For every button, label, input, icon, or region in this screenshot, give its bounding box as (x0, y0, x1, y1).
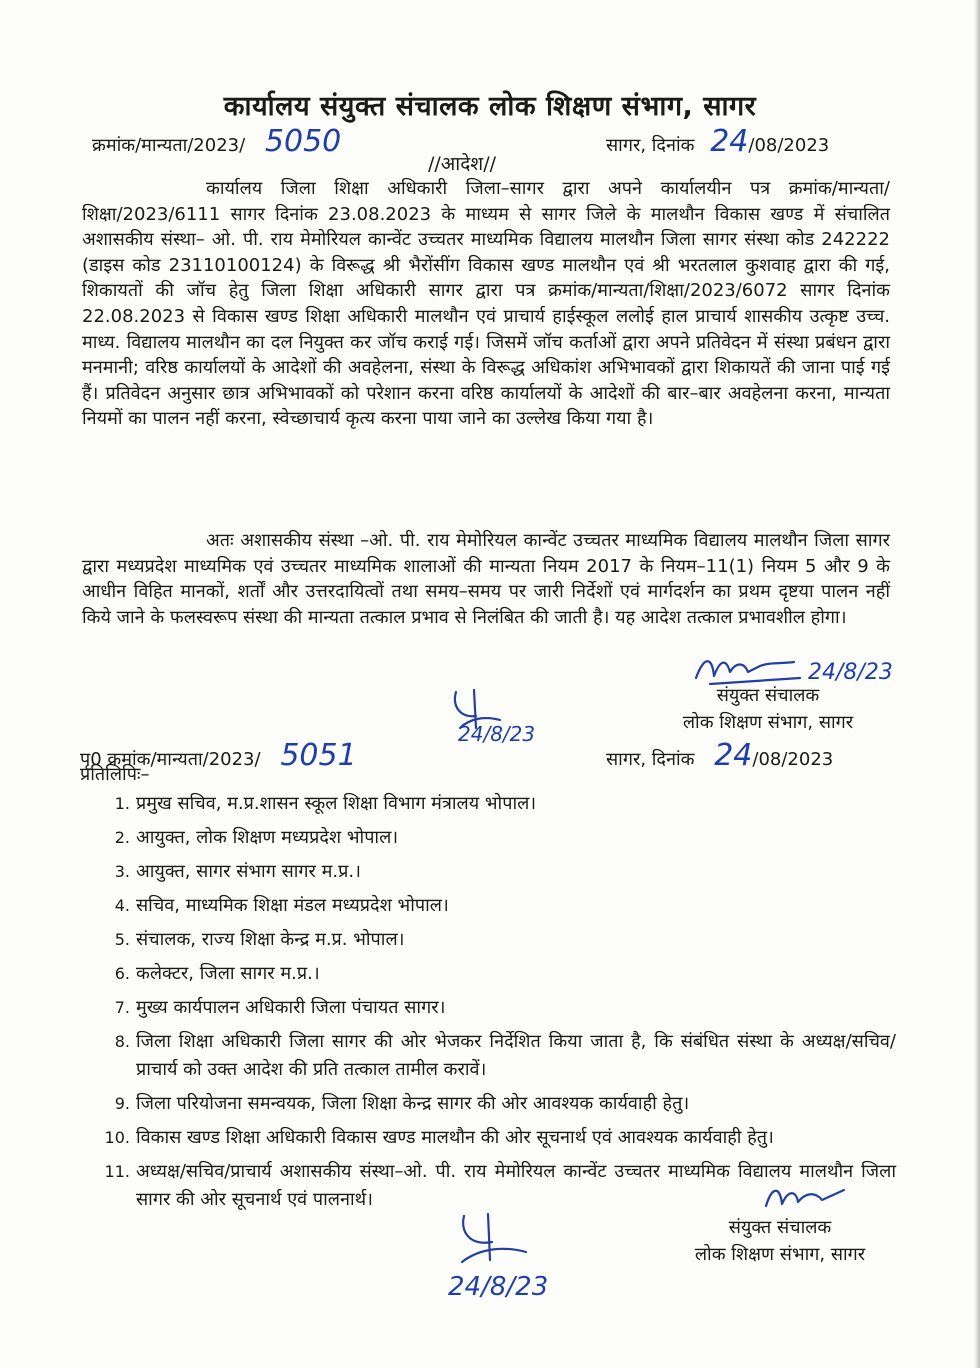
handwritten-endorsement-day: 24 (714, 738, 753, 773)
copy-list-item (96, 790, 896, 818)
copy-list-item (96, 926, 896, 954)
copy-item-number: 8. (114, 1032, 130, 1051)
copy-item-number: 2. (114, 828, 130, 847)
endorsement-initial-date: 24/8/23 (458, 722, 536, 746)
copy-list-item (96, 858, 896, 886)
signature-2-office: लोक शिक्षण संभाग, सागर (694, 1244, 866, 1265)
copy-item-number: 9. (114, 1094, 130, 1113)
handwritten-ref-number: 5050 (264, 124, 342, 159)
copy-list-item (96, 892, 896, 920)
copy-item-number: 1. (114, 794, 130, 813)
copy-item-text: अध्यक्ष/सचिव/प्राचार्य अशासकीय संस्था–ओ. पी. राय मेमोरियल कान्वेंट उच्चतर माध्यमिक विद्यालय मालथौन जिला सागर की ओर सूचनार्थ एवं पालनार्थ। (136, 1161, 896, 1210)
paragraph-1-text: कार्यालय जिला शिक्षा अधिकारी जिला–सागर द्वारा अपने कार्यालयीन पत्र क्रमांक/मान्यता/शिक्षा/2023/6111 सागर दिनांक 23.08.2023 के माध्यम से सागर जिले के मालथौन विकास खण्ड में संचालित अशासकीय संस्था– ओ. पी. राय मेमोरियल कान्वेंट उच्चतर माध्यमिक विद्यालय मालथौन जिला सागर संस्था कोड 242222 (डाइस कोड 23110100124) के विरूद्ध श्री भैरोंसींग विकास खण्ड मालथौन एवं श्री भरतलाल कुशवाह द्वारा की गई, शिकायतों की जॉच हेतु जिला शिक्षा अधिकारी सागर द्वारा पत्र क्रमांक/मान्यता/शिक्षा/2023/6072 सागर दिनांक 22.08.2023 से विकास खण्ड शिक्षा अधिकारी मालथौन एवं प्राचार्य हाईस्कूल ललोई हाल प्राचार्य शासकीय उत्कृष्ट उच्च. माध्य. विद्यालय मालथौन का दल नियुक्त कर जॉच कराई गई। जिसमें जॉच कर्ताओं द्वारा अपने प्रतिवेदन में संस्था प्रबंधन द्वारा मनमानी; वरिष्ठ कार्यालयों के आदेशों की अवहेलना, संस्था के विरूद्ध अधिकांश अभिभावकों द्वारा शिकायतें की जाना पाई गई हैं। प्रतिवेदन अनुसार छात्र अभिभावकों को परेशान करना वरिष्ठ कार्यालयों के आदेशों की बार–बार अवहेलना करना, मान्यता नियमों का पालन नहीं करना, स्वेच्छाचार्य कृत्य करना पाया जाने का उल्लेख किया गया है। (82, 178, 890, 430)
signature-1-office: लोक शिक्षण संभाग, सागर (682, 712, 854, 733)
copy-item-number: 7. (114, 998, 130, 1017)
copy-item-text: आयुक्त, सागर संभाग सागर म.प्र.। (136, 861, 361, 882)
office-title: कार्यालय संयुक्त संचालक लोक शिक्षण संभाग, सागर (223, 91, 757, 122)
signature-1-designation: संयुक्त संचालक (716, 685, 820, 706)
copy-item-number: 11. (104, 1162, 130, 1181)
endorsement-place-date (606, 738, 833, 773)
copy-item-text: आयुक्त, लोक शिक्षण मध्यप्रदेश भोपाल। (136, 827, 399, 848)
signature-2-initial-mark (452, 1210, 532, 1270)
copy-list-item (96, 960, 896, 988)
copy-item-text: संचालक, राज्य शिक्षा केन्द्र म.प्र. भोपाल। (136, 929, 405, 950)
order-label: //आदेश// (428, 153, 497, 175)
signature-1-block (648, 682, 888, 736)
signature-1-date: 24/8/23 (808, 660, 893, 685)
copy-list (96, 790, 896, 1220)
copy-item-text: प्रमुख सचिव, म.प्र.शासन स्कूल शिक्षा विभाग मंत्रालय भोपाल। (136, 793, 537, 814)
endorsement-date-rest: /08/2023 (752, 749, 834, 770)
copy-item-text: जिला परियोजना समन्वयक, जिला शिक्षा केन्द्र सागर की ओर आवश्यक कार्यवाही हेतु। (136, 1093, 690, 1114)
handwritten-date-day: 24 (710, 124, 749, 159)
endorsement-ref-prefix: पृ0 क्रमांक/मान्यता/2023/ (80, 749, 261, 770)
copy-item-text: कलेक्टर, जिला सागर म.प्र.। (136, 963, 320, 984)
copy-item-number: 3. (114, 862, 130, 881)
copy-to-label: प्रतिलिपिः– (80, 764, 150, 785)
copy-list-item (96, 1090, 896, 1118)
copy-item-number: 10. (104, 1128, 130, 1147)
date-rest: /08/2023 (748, 135, 830, 156)
copy-item-number: 5. (114, 930, 130, 949)
signature-2-designation: संयुक्त संचालक (728, 1217, 832, 1238)
signature-2-block (660, 1214, 900, 1268)
handwritten-endorsement-number: 5051 (280, 738, 357, 773)
copy-item-text: विकास खण्ड शिक्षा अधिकारी विकास खण्ड मालथौन की ओर सूचनार्थ एवं आवश्यक कार्यवाही हेतु। (136, 1127, 774, 1148)
copy-list-item (96, 824, 896, 852)
place-date-prefix: सागर, दिनांक (606, 135, 695, 156)
ref-prefix: क्रमांक/मान्यता/2023/ (92, 135, 246, 156)
copy-item-number: 4. (114, 896, 130, 915)
page-edge-shadow (974, 0, 980, 1368)
paragraph-2-text: अतः अशासकीय संस्था –ओ. पी. राय मेमोरियल कान्वेंट उच्चतर माध्यमिक विद्यालय मालथौन जिला सागर द्वारा मध्यप्रदेश माध्यमिक एवं उच्चतर माध्यमिक शालाओं की मान्यता नियम 2017 के नियम–11(1) नियम 5 और 9 के आधीन विहित मानकों, शर्तों और उत्तरदायित्वों तथा समय–समय पर जारी निर्देशों एवं मार्गदर्शन का प्रथम दृष्टया पालन नहीं किये जाने के फलस्वरूप संस्था की मान्यता तत्काल प्रभाव से निलंबित की जाती है। यह आदेश तत्काल प्रभावशील होगा। (82, 530, 890, 628)
copy-item-number: 6. (114, 964, 130, 983)
copy-item-text: मुख्य कार्यपालन अधिकारी जिला पंचायत सागर। (136, 997, 446, 1018)
signature-2-initial-date: 24/8/23 (448, 1272, 549, 1302)
copy-item-text: सचिव, माध्यमिक शिक्षा मंडल मध्यप्रदेश भोपाल। (136, 895, 449, 916)
endorsement-place-date-prefix: सागर, दिनांक (606, 749, 695, 770)
order-paragraph-1 (82, 176, 890, 432)
order-paragraph-2 (82, 528, 890, 630)
signature-2-mark (760, 1180, 850, 1216)
copy-list-item (96, 1028, 896, 1084)
copy-list-item (96, 1124, 896, 1152)
order-place-date (606, 124, 829, 159)
copy-item-text: जिला शिक्षा अधिकारी जिला सागर की ओर भेजकर निर्देशित किया जाता है, कि संबंधित संस्था के अध्यक्ष/सचिव/प्राचार्य को उक्त आदेश की प्रति तत्काल तामील करावें। (136, 1031, 896, 1080)
order-reference (92, 124, 341, 159)
copy-list-item (96, 994, 896, 1022)
